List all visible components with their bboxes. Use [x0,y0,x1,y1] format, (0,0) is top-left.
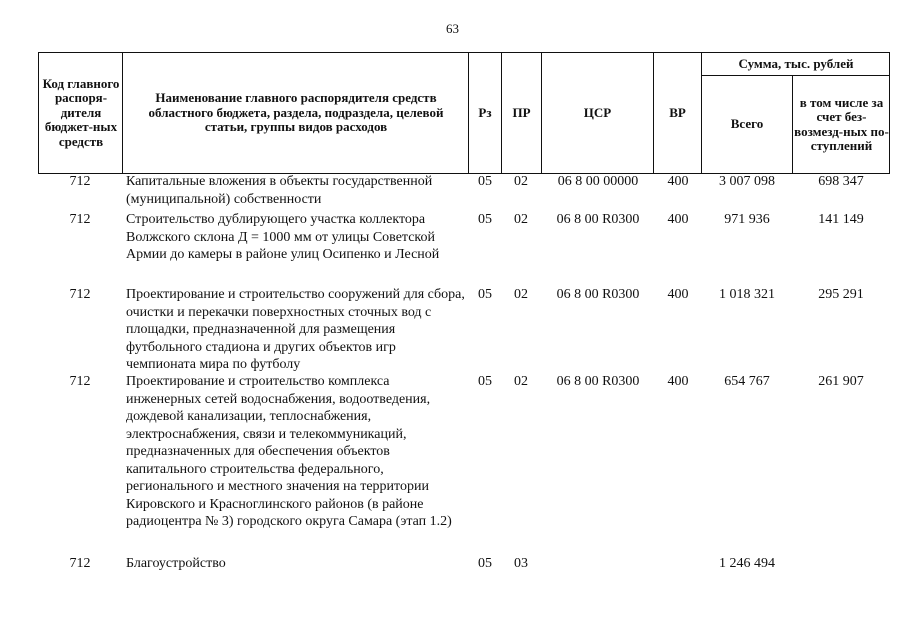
header-name: Наименование главного распорядителя средств областного бюджета, раздела, подраздела, целевой статьи, группы видов расходов [148,90,444,135]
header-vr: ВР [669,104,686,120]
row-name: Благоустройство [126,556,226,571]
row-code: 712 [69,212,91,227]
row-incl: 141 149 [818,212,864,227]
row-csr: 06 8 00 R0300 [556,212,640,227]
row-name: Капитальные вложения в объекты государственной (муниципальной) собственности [126,174,433,207]
header-divider [122,52,123,173]
header-rz: Рз [478,104,492,120]
row-total: 1 018 321 [719,287,775,302]
row-pr: 02 [514,374,528,389]
row-csr: 06 8 00 R0300 [556,374,640,389]
header-total: Всего [730,116,764,132]
row-incl: 261 907 [818,374,864,389]
row-csr: 06 8 00 R0300 [556,287,640,302]
row-vr: 400 [667,174,689,189]
row-vr: 400 [667,212,689,227]
row-pr: 03 [514,556,528,571]
row-code: 712 [69,174,91,189]
header-sum: Сумма, тыс. рублей [738,55,854,71]
row-code: 712 [69,556,91,571]
row-rz: 05 [478,556,492,571]
row-name: Строительство дублирующего участка коллектора Волжского склона Д = 1000 мм от улицы Советской Армии до камеры в районе улиц Осипенко и Лесной [126,212,440,262]
row-total: 3 007 098 [719,174,775,189]
row-rz: 05 [478,174,492,189]
row-code: 712 [69,287,91,302]
row-name: Проектирование и строительство сооружений для сбора, очистки и перекачки поверхностных сточных вод с площадки, предназначенной для размещения футбольного стадиона и других объектов игр чемпионата мира по футболу [126,287,465,372]
row-total: 1 246 494 [719,556,775,571]
page-number: 63 [446,21,459,36]
row-rz: 05 [478,212,492,227]
row-total: 971 936 [724,212,770,227]
row-vr: 400 [667,287,689,302]
header-csr: ЦСР [583,104,612,120]
row-total: 654 767 [724,374,770,389]
row-rz: 05 [478,287,492,302]
row-csr: 06 8 00 00000 [557,174,639,189]
row-pr: 02 [514,174,528,189]
row-rz: 05 [478,374,492,389]
row-incl: 698 347 [818,174,864,189]
row-incl: 295 291 [818,287,864,302]
row-pr: 02 [514,287,528,302]
row-vr: 400 [667,374,689,389]
row-code: 712 [69,374,91,389]
header-code: Код главного распоря-дителя бюджет-ных средств [42,75,120,149]
row-pr: 02 [514,212,528,227]
header-incl: в том числе за счет без-возмезд-ных по-ступлений [794,94,889,153]
row-name: Проектирование и строительство комплекса инженерных сетей водоснабжения, водоотведения, дождевой канализации, теплоснабжения, электроснабжения, связи и телекоммуникаций, предназначенных для обеспечения объектов капитального строительства федерального, регионального и местного значения на территории Кировского и Красноглинского районов (в районе радиоцентра № 3) городского округа Самара (этап 1.2) [126,374,452,529]
header-pr: ПР [512,104,531,120]
